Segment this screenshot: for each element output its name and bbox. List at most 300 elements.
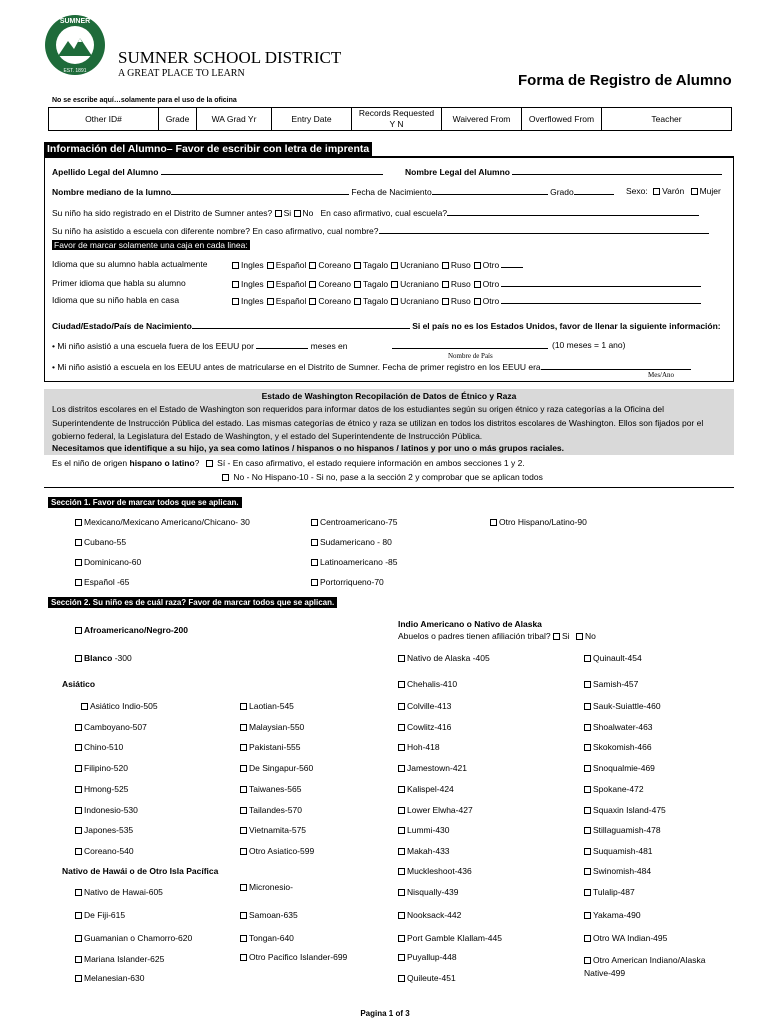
- native-group-checkbox[interactable]: [584, 703, 591, 710]
- native-group-checkbox[interactable]: [398, 935, 405, 942]
- native-group-label: Swinomish-484: [593, 866, 652, 876]
- native-group-label: Hoh-418: [407, 742, 440, 752]
- asian-group-option: [75, 701, 158, 711]
- afro-checkbox[interactable]: [75, 627, 82, 634]
- asian-group-label: Chino-510: [84, 742, 124, 752]
- pacific-group-option: [75, 887, 163, 897]
- pacific-group-option: [240, 910, 298, 920]
- native-group-label: Otro American Indiano/Alaska: [593, 955, 706, 965]
- divider: [44, 487, 734, 488]
- asian-group-checkbox[interactable]: [240, 765, 247, 772]
- native-group-option: [398, 701, 451, 711]
- first-name-field[interactable]: [512, 166, 722, 175]
- native-group-checkbox[interactable]: [584, 912, 591, 919]
- pacific-group-label: Otro Pacifico Islander-699: [249, 952, 348, 962]
- language-checkbox[interactable]: [267, 298, 274, 305]
- pacific-group-option: [75, 933, 192, 943]
- asian-group-label: Tailandes-570: [249, 805, 302, 815]
- hispanic-group-option: [311, 577, 384, 587]
- registered-row: Su niño ha sido registrado en el Distrito de Sumner antes? Si No En caso afirmativo, cual escuela?: [52, 207, 699, 218]
- registered-no-checkbox[interactable]: [294, 210, 301, 217]
- native-group-option: [584, 653, 642, 663]
- native-group-checkbox[interactable]: [398, 703, 405, 710]
- language-option-label: Tagalo: [363, 296, 389, 306]
- native-group-checkbox[interactable]: [398, 655, 405, 662]
- hispanic-question: Es el niño de origen hispano o latino? Sí - En caso afirmativo, el estado requiere información en ambos secciones 1 y 2.: [52, 458, 525, 468]
- hispanic-group-label: Centroamericano-75: [320, 517, 398, 527]
- language-row-label: Primer idioma que habla su alumno: [52, 278, 186, 288]
- language-option-label: Ingles: [241, 260, 264, 270]
- native-group-option: [398, 887, 459, 897]
- native-group-label: Lower Elwha-427: [407, 805, 473, 815]
- hispanic-group-option: [311, 537, 392, 547]
- language-checkbox[interactable]: [474, 262, 481, 269]
- asian-group-label: Indonesio-530: [84, 805, 138, 815]
- language-option-label: Ruso: [450, 279, 471, 289]
- birth-date-field[interactable]: [432, 186, 548, 195]
- native-group-checkbox[interactable]: [584, 848, 591, 855]
- language-checkbox[interactable]: [267, 262, 274, 269]
- pacific-group-checkbox[interactable]: [75, 889, 82, 896]
- middle-name-row: Nombre mediano de la lumno Fecha de Nacimiento Grado: [52, 186, 614, 197]
- native-group-label: Cowlitz-416: [407, 722, 452, 732]
- svg-text:SUMNER: SUMNER: [59, 18, 91, 25]
- asian-header: Asiático: [62, 679, 96, 689]
- hispanic-group-option: [75, 537, 126, 547]
- native-group-checkbox[interactable]: [398, 912, 405, 919]
- birthplace-field[interactable]: [192, 320, 410, 329]
- language-checkbox[interactable]: [354, 262, 361, 269]
- native-group-checkbox[interactable]: [398, 848, 405, 855]
- native-group-option: [398, 973, 456, 983]
- language-checkbox[interactable]: [267, 281, 274, 288]
- language-checkbox[interactable]: [442, 262, 449, 269]
- office-col-other-id: Other ID#: [49, 108, 159, 131]
- native-group-label: Makah-433: [407, 846, 450, 856]
- hispanic-group-checkbox[interactable]: [311, 539, 318, 546]
- language-checkbox[interactable]: [391, 298, 398, 305]
- asian-group-option: [240, 825, 306, 835]
- native-group-option: [584, 866, 651, 876]
- native-group-option: [584, 722, 653, 732]
- native-group-option: [584, 784, 644, 794]
- pacific-group-option: [240, 952, 347, 962]
- tribal-no-checkbox[interactable]: [576, 633, 583, 640]
- native-group-checkbox[interactable]: [584, 681, 591, 688]
- asian-group-checkbox[interactable]: [240, 807, 247, 814]
- language-row-label: Idioma que su niño habla en casa: [52, 295, 180, 305]
- office-col-overflowed: Overflowed From: [522, 108, 602, 131]
- language-option-label: Ingles: [241, 296, 264, 306]
- hispanic-group-option: [75, 557, 141, 567]
- asian-group-option: [240, 742, 301, 752]
- asian-group-label: Taiwanes-565: [249, 784, 302, 794]
- months-field[interactable]: [256, 340, 308, 349]
- asian-group-checkbox[interactable]: [75, 744, 82, 751]
- native-group-option: [398, 784, 454, 794]
- asian-group-checkbox[interactable]: [240, 827, 247, 834]
- native-group-checkbox[interactable]: [584, 827, 591, 834]
- hispanic-group-checkbox[interactable]: [75, 579, 82, 586]
- native-group-option: [584, 763, 655, 773]
- pacific-group-checkbox[interactable]: [75, 956, 82, 963]
- other-language-field[interactable]: [501, 259, 523, 268]
- last-name-row: Apellido Legal del Alumno: [52, 166, 383, 177]
- native-group-checkbox[interactable]: [584, 765, 591, 772]
- asian-group-option: [75, 763, 128, 773]
- country-field[interactable]: [392, 348, 548, 349]
- outside-us-row: • Mi niño asistió a una escuela fuera de los EEUU por meses en: [52, 341, 348, 351]
- hispanic-no-row: No - No Hispano-10 - Si no, pase a la sección 2 y comprobar que se aplican todos: [222, 472, 543, 482]
- office-col-teacher: Teacher: [602, 108, 732, 131]
- asian-group-label: Coreano-540: [84, 846, 134, 856]
- native-group-label: Nooksack-442: [407, 910, 462, 920]
- pacific-group-option: [75, 910, 125, 920]
- pacific-group-checkbox[interactable]: [240, 954, 247, 961]
- language-option-label: Ucraniano: [400, 260, 439, 270]
- language-checkbox[interactable]: [391, 281, 398, 288]
- native-group-checkbox[interactable]: [584, 868, 591, 875]
- grade-field[interactable]: [574, 186, 614, 195]
- asian-group-option: [240, 784, 301, 794]
- language-checkbox[interactable]: [309, 262, 316, 269]
- native-group-label: Suquamish-481: [593, 846, 653, 856]
- mark-one-label: Favor de marcar solamente una caja en cada linea:: [54, 240, 248, 250]
- language-options: [232, 295, 701, 306]
- native-group-checkbox[interactable]: [584, 889, 591, 896]
- hispanic-group-checkbox[interactable]: [75, 539, 82, 546]
- pacific-header: Nativo de Hawái o de Otro Isla Pacífica: [62, 866, 219, 876]
- native-group-label: Spokane-472: [593, 784, 644, 794]
- pacific-group-label: Melanesian-630: [84, 973, 145, 983]
- hispanic-group-checkbox[interactable]: [311, 559, 318, 566]
- native-group-option: [398, 910, 461, 920]
- native-group-checkbox[interactable]: [398, 954, 405, 961]
- hispanic-group-option: [490, 517, 587, 527]
- language-option-label: Tagalo: [363, 279, 389, 289]
- asian-group-option: [240, 722, 304, 732]
- language-option-label: Tagalo: [363, 260, 389, 270]
- asian-group-checkbox[interactable]: [240, 848, 247, 855]
- pacific-group-label: Micronesio-: [249, 882, 293, 892]
- language-checkbox[interactable]: [309, 298, 316, 305]
- hispanic-group-option: [311, 557, 398, 567]
- native-group-option: [398, 679, 457, 689]
- asian-group-checkbox[interactable]: [75, 807, 82, 814]
- native-group-option: [398, 805, 473, 815]
- asian-group-checkbox[interactable]: [75, 765, 82, 772]
- hispanic-group-checkbox[interactable]: [75, 559, 82, 566]
- language-option-label: Coreano: [318, 296, 352, 306]
- pacific-group-label: De Fiji-615: [84, 910, 126, 920]
- blanco-option: Blanco -300: [75, 653, 132, 663]
- language-checkbox[interactable]: [232, 262, 239, 269]
- asian-group-label: Pakistani-555: [249, 742, 301, 752]
- native-group-option: [398, 866, 472, 876]
- first-name-row: Nombre Legal del Alumno: [405, 166, 722, 177]
- native-group-option: [584, 825, 661, 835]
- other-name-field[interactable]: [379, 225, 709, 234]
- form-title: Forma de Registro de Alumno: [518, 72, 732, 89]
- language-option-label: Español: [275, 260, 307, 270]
- ten-months-note: (10 meses = 1 ano): [552, 340, 626, 350]
- native-group-option: [398, 933, 502, 943]
- pacific-group-option: [75, 973, 144, 983]
- office-col-waivered: Waivered From: [442, 108, 522, 131]
- native-group-label: Yakama-490: [593, 910, 641, 920]
- native-group-option: [398, 825, 450, 835]
- language-checkbox[interactable]: [232, 298, 239, 305]
- district-name: SUMNER SCHOOL DISTRICT: [118, 48, 342, 67]
- asian-group-label: Japones-535: [84, 825, 134, 835]
- native-group-checkbox[interactable]: [398, 868, 405, 875]
- office-col-grade: Grade: [159, 108, 197, 131]
- language-row-label: Idioma que su alumno habla actualmente: [52, 259, 208, 269]
- office-col-records: Records Requested Y N: [352, 108, 442, 131]
- native-group-option: [584, 701, 661, 711]
- district-logo: [44, 14, 106, 76]
- language-options: [232, 259, 523, 270]
- birthplace-row: Ciudad/Estado/País de Nacimiento Si el país no es los Estados Unidos, favor de llenar la siguiente información:: [52, 321, 721, 331]
- hispanic-yes-checkbox[interactable]: [206, 460, 213, 467]
- native-group-option: [584, 679, 638, 689]
- asian-group-label: Vietnamita-575: [249, 825, 307, 835]
- native-group-checkbox[interactable]: [584, 957, 591, 964]
- asian-group-label: Laotian-545: [249, 701, 294, 711]
- language-option-label: Otro: [482, 260, 500, 270]
- language-option-label: Español: [275, 279, 307, 289]
- native-group-checkbox[interactable]: [584, 724, 591, 731]
- asian-group-checkbox[interactable]: [75, 827, 82, 834]
- which-school-field[interactable]: [447, 207, 699, 216]
- pacific-group-checkbox[interactable]: [240, 884, 247, 891]
- native-group-option: [584, 887, 635, 897]
- native-group-option: [584, 933, 667, 943]
- native-group-label: Lummi-430: [407, 825, 450, 835]
- native-group-label: Chehalis-410: [407, 679, 458, 689]
- language-checkbox[interactable]: [442, 281, 449, 288]
- asian-group-checkbox[interactable]: [75, 724, 82, 731]
- month-year-label: Mes/Ano: [648, 371, 675, 379]
- native-group-checkbox[interactable]: [398, 786, 405, 793]
- language-option-label: Coreano: [318, 279, 352, 289]
- pacific-group-option: [240, 882, 293, 892]
- native-group-label: Stillaguamish-478: [593, 825, 661, 835]
- native-group-option: [398, 763, 467, 773]
- tribal-question: Abuelos o padres tienen afiliación tribal? Si No: [398, 631, 596, 641]
- language-checkbox[interactable]: [354, 298, 361, 305]
- native-group-label: Jamestown-421: [407, 763, 468, 773]
- native-group-checkbox[interactable]: [398, 724, 405, 731]
- native-group-checkbox[interactable]: [398, 975, 405, 982]
- native-group-option: [584, 742, 652, 752]
- asian-group-option: [240, 763, 313, 773]
- native-group-checkbox[interactable]: [584, 807, 591, 814]
- language-option-label: Otro: [482, 296, 500, 306]
- ethnic-paragraph: Los distritos escolares en el Estado de Washington son requeridos para informar datos de los estudiantes según su origen étnico y raza categorías a la Oficina del Superintendente de Instrucción Pública del estado. Las mismas categorías de étnico y raza se utilizan en todos los distritos escolares de Washington. Ellos son fijados por el gobierno federal, la Legislatura del Estado de Washington, y el estado del Superintendente de Instrucción Pública.: [52, 404, 704, 441]
- language-option-label: Ingles: [241, 279, 264, 289]
- native-group-label: Shoalwater-463: [593, 722, 653, 732]
- hispanic-group-checkbox[interactable]: [311, 519, 318, 526]
- native-group-label: Sauk-Suiattle-460: [593, 701, 661, 711]
- asian-group-option: [240, 805, 302, 815]
- native-group-label: Puyallup-448: [407, 952, 457, 962]
- native-group-option: [398, 742, 440, 752]
- asian-group-checkbox[interactable]: [240, 786, 247, 793]
- language-checkbox[interactable]: [474, 281, 481, 288]
- hispanic-group-label: Otro Hispano/Latino-90: [499, 517, 587, 527]
- asian-group-option: [75, 825, 133, 835]
- asian-group-option: [75, 722, 147, 732]
- language-option-label: Ruso: [450, 260, 471, 270]
- language-checkbox[interactable]: [474, 298, 481, 305]
- asian-group-option: [75, 742, 123, 752]
- native-group-checkbox[interactable]: [398, 889, 405, 896]
- svg-text:EST. 1891: EST. 1891: [63, 68, 87, 74]
- language-option-label: Coreano: [318, 260, 352, 270]
- asian-group-checkbox[interactable]: [75, 848, 82, 855]
- language-options: [232, 278, 701, 289]
- country-name-label: Nombre de País: [448, 352, 493, 360]
- pacific-group-label: Nativo de Hawai-605: [84, 887, 163, 897]
- native-group-checkbox[interactable]: [584, 786, 591, 793]
- hispanic-group-label: Español -65: [84, 577, 130, 587]
- native-group-label: Nativo de Alaska -405: [407, 653, 490, 663]
- native-group-checkbox[interactable]: [398, 681, 405, 688]
- asian-group-checkbox[interactable]: [81, 703, 88, 710]
- native-group-label: Skokomish-466: [593, 742, 652, 752]
- female-checkbox[interactable]: [691, 188, 698, 195]
- first-us-date-field[interactable]: [541, 361, 691, 370]
- native-group-option: [584, 910, 641, 920]
- other-language-field[interactable]: [501, 278, 701, 287]
- language-checkbox[interactable]: [232, 281, 239, 288]
- asian-group-option: [75, 805, 138, 815]
- sex-row: Sexo: Varón Mujer: [626, 186, 721, 196]
- asian-group-checkbox[interactable]: [240, 744, 247, 751]
- asian-group-label: Malaysian-550: [249, 722, 305, 732]
- native-group-label: Squaxin Island-475: [593, 805, 666, 815]
- pacific-group-checkbox[interactable]: [75, 975, 82, 982]
- language-checkbox[interactable]: [442, 298, 449, 305]
- pacific-group-checkbox[interactable]: [75, 912, 82, 919]
- section2-header: Sección 2. Su niño es de cuál raza? Favor de marcar todos que se aplican.: [48, 597, 337, 608]
- asian-group-option: [75, 846, 134, 856]
- afro-option: Afroamericano/Negro-200: [75, 625, 188, 635]
- language-option-label: Ucraniano: [400, 296, 439, 306]
- hispanic-group-label: Portorriqueno-70: [320, 577, 384, 587]
- language-checkbox[interactable]: [309, 281, 316, 288]
- student-section-header: Información del Alumno– Favor de escribir con letra de imprenta: [44, 142, 372, 156]
- native-group-label: Muckleshoot-436: [407, 866, 472, 876]
- hispanic-group-label: Latinoamericano -85: [320, 557, 398, 567]
- last-name-field[interactable]: [161, 166, 383, 175]
- native-group-checkbox[interactable]: [584, 655, 591, 662]
- native-group-label: Port Gamble Klallam-445: [407, 933, 502, 943]
- native-group-label: Snoqualmie-469: [593, 763, 655, 773]
- asian-group-option: [240, 846, 314, 856]
- ethnic-need: Necesitamos que identifique a su hijo, ya sea como latinos / hispanos o no hispanos / latinos y por uno o más grupos raciales.: [52, 443, 565, 453]
- inside-us-row: • Mi niño asistió a escuela en los EEUU antes de matricularse en el Distrito de Sumner. Fecha de primer registro en los EEUU era: [52, 361, 691, 372]
- asian-group-checkbox[interactable]: [240, 724, 247, 731]
- other-name-row: Su niño ha asistido a escuela con diferente nombre? En caso afirmativo, cual nombre?: [52, 225, 709, 236]
- native-group-label: Nisqually-439: [407, 887, 459, 897]
- native-group-option: [584, 955, 705, 965]
- language-checkbox[interactable]: [391, 262, 398, 269]
- native-group-label: Otro WA Indian-495: [593, 933, 668, 943]
- office-col-grad-yr: WA Grad Yr: [197, 108, 272, 131]
- language-checkbox[interactable]: [354, 281, 361, 288]
- hispanic-no-checkbox[interactable]: [222, 474, 229, 481]
- pacific-group-option: [75, 954, 164, 964]
- tribal-yes-checkbox[interactable]: [553, 633, 560, 640]
- office-use-table: [48, 107, 732, 131]
- native-group-checkbox[interactable]: [398, 827, 405, 834]
- pacific-group-checkbox[interactable]: [240, 912, 247, 919]
- male-checkbox[interactable]: [653, 188, 660, 195]
- asian-group-checkbox[interactable]: [75, 786, 82, 793]
- hispanic-group-label: Dominicano-60: [84, 557, 142, 567]
- office-note: No se escribe aquí…solamente para el uso de la oficina: [52, 97, 237, 104]
- native-group-checkbox[interactable]: [398, 765, 405, 772]
- hispanic-group-label: Cubano-55: [84, 537, 127, 547]
- hispanic-group-label: Sudamericano - 80: [320, 537, 392, 547]
- hispanic-group-label: Mexicano/Mexicano Americano/Chicano- 30: [84, 517, 250, 527]
- blanco-checkbox[interactable]: [75, 655, 82, 662]
- registered-yes-checkbox[interactable]: [275, 210, 282, 217]
- pacific-group-label: Tongan-640: [249, 933, 294, 943]
- asian-group-checkbox[interactable]: [240, 703, 247, 710]
- language-option-label: Otro: [482, 279, 500, 289]
- native-group-label: Tulalip-487: [593, 887, 635, 897]
- native-group-option: [584, 846, 653, 856]
- pacific-group-checkbox[interactable]: [75, 935, 82, 942]
- pacific-group-checkbox[interactable]: [240, 935, 247, 942]
- asian-group-option: [75, 784, 128, 794]
- asian-group-label: Asiático Indio-505: [90, 701, 158, 711]
- native-group-checkbox[interactable]: [584, 935, 591, 942]
- hispanic-group-checkbox[interactable]: [490, 519, 497, 526]
- native-group-label: Quileute-451: [407, 973, 456, 983]
- native-group-checkbox[interactable]: [398, 744, 405, 751]
- pacific-group-label: Mariana Islander-625: [84, 954, 165, 964]
- native-group-label: Colville-413: [407, 701, 452, 711]
- native-group-option: [398, 653, 490, 663]
- pacific-group-option: [240, 933, 294, 943]
- other-language-field[interactable]: [501, 295, 701, 304]
- native-group-checkbox[interactable]: [398, 807, 405, 814]
- hispanic-group-option: [75, 517, 250, 527]
- asian-group-option: [240, 701, 294, 711]
- pacific-group-label: Guamanian o Chamorro-620: [84, 933, 193, 943]
- hispanic-group-option: [311, 517, 397, 527]
- district-tagline: A GREAT PLACE TO LEARN: [118, 68, 245, 79]
- ethnic-title: Estado de Washington Recopilación de Datos de Étnico y Raza: [261, 391, 517, 401]
- asian-group-label: Otro Asiatico-599: [249, 846, 315, 856]
- native-group-option: [398, 952, 457, 962]
- hispanic-group-checkbox[interactable]: [311, 579, 318, 586]
- hispanic-group-checkbox[interactable]: [75, 519, 82, 526]
- native-group-checkbox[interactable]: [584, 744, 591, 751]
- native-group-label-cont: Native-499: [584, 968, 626, 978]
- native-group-label: Kalispel-424: [407, 784, 454, 794]
- language-option-label: Ruso: [450, 296, 471, 306]
- office-col-entry-date: Entry Date: [272, 108, 352, 131]
- language-option-label: Ucraniano: [400, 279, 439, 289]
- middle-name-field[interactable]: [171, 186, 349, 195]
- asian-group-label: De Singapur-560: [249, 763, 314, 773]
- native-header: Indio Americano o Nativo de Alaska: [398, 619, 542, 629]
